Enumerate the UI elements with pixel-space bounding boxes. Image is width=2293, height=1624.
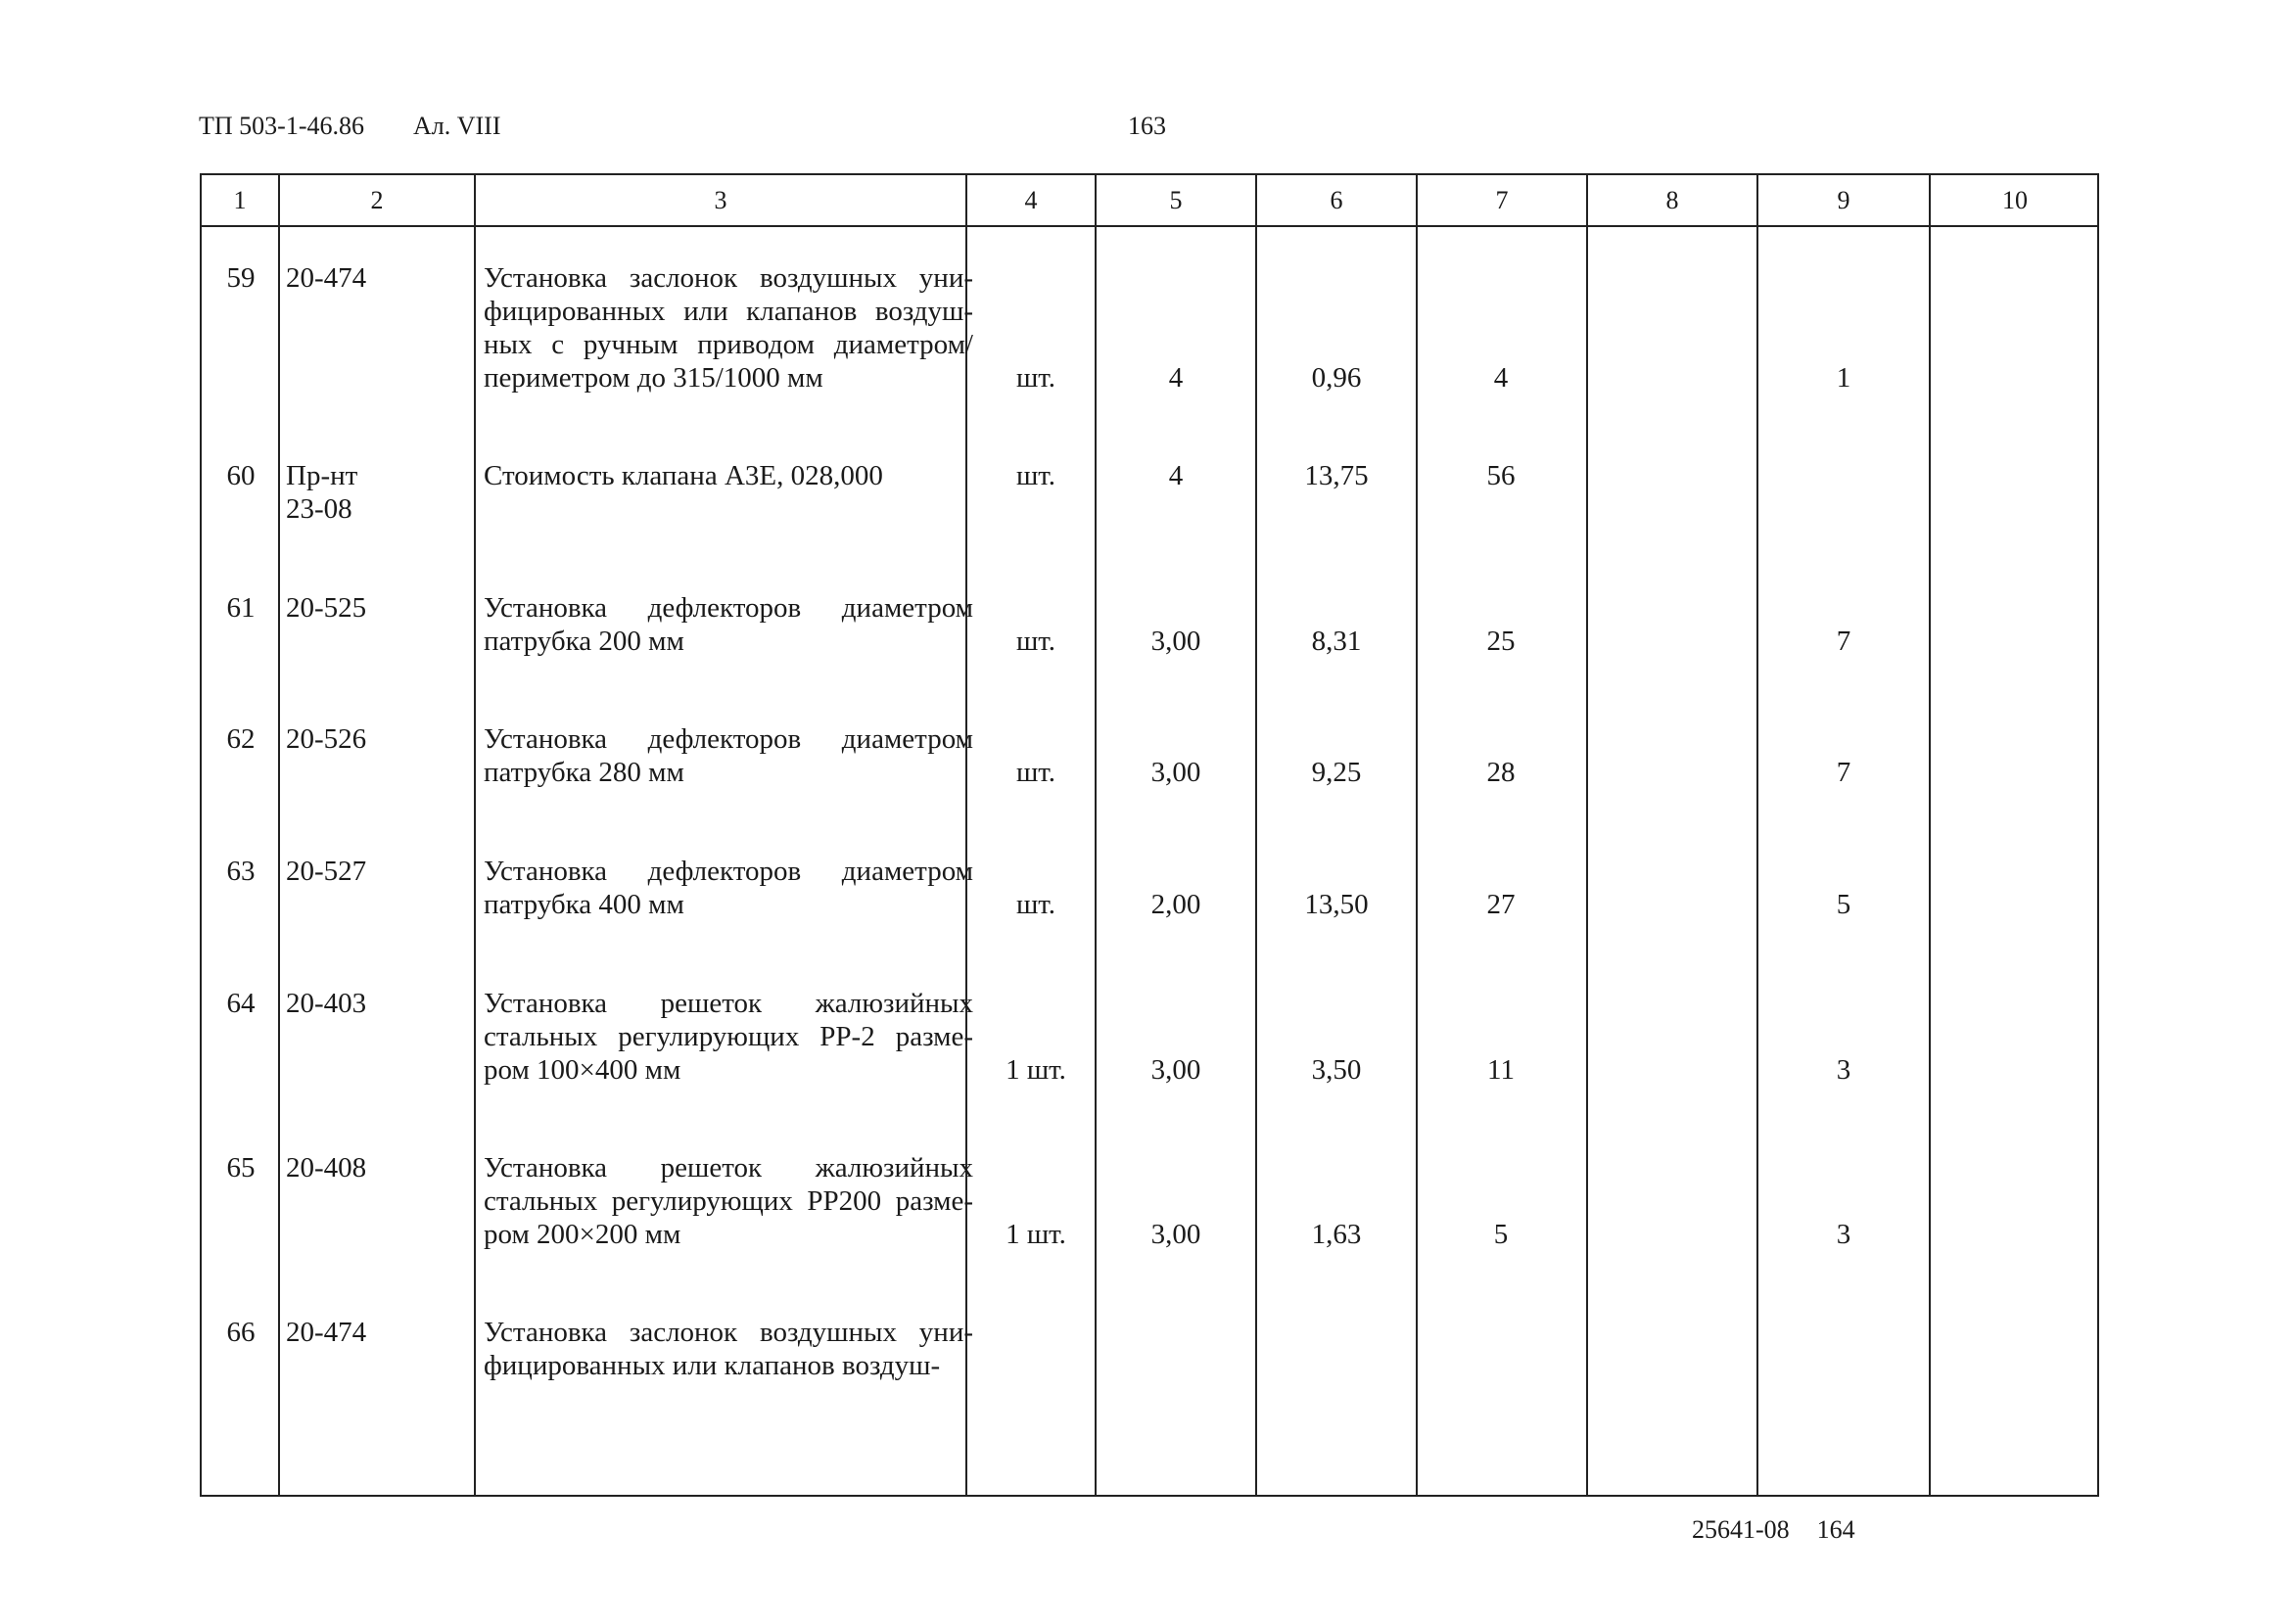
work-description: Установка дефлекторов диаметром патрубка 200 мм <box>484 592 973 657</box>
norm-code: 20-403 <box>286 988 367 1019</box>
work-description: Стоимость клапана А3Е, 028,000 <box>484 460 883 491</box>
norm-code: 20-474 <box>286 1317 367 1348</box>
norm-code: 20-525 <box>286 592 367 624</box>
column-header: 9 <box>1837 185 1850 214</box>
work-description: Установка дефлекторов диаметром патрубка 280 мм <box>484 723 973 788</box>
wages: 3 <box>1836 1219 1851 1250</box>
column-header: 1 <box>233 185 247 214</box>
wages: 3 <box>1836 1054 1851 1086</box>
row-number: 60 <box>226 460 256 491</box>
work-description: Установка дефлекторов диаметром патрубка 400 мм <box>484 856 973 920</box>
work-description: Установка заслонок воздушных уни-фицированных или клапанов воздуш- <box>484 1317 973 1381</box>
wages: 5 <box>1836 889 1851 920</box>
total-cost: 5 <box>1493 1219 1509 1250</box>
unit-cost: 8,31 <box>1311 626 1362 657</box>
column-header: 2 <box>370 185 384 214</box>
norm-code: Пр-нт <box>286 460 358 491</box>
quantity: 3,00 <box>1150 1054 1201 1086</box>
row-number: 66 <box>226 1317 256 1348</box>
footer-stamp <box>1692 1515 1855 1545</box>
row-number: 64 <box>226 988 256 1019</box>
footer-document-number: 25641-08 <box>1692 1515 1790 1544</box>
unit-cost: 13,50 <box>1304 889 1369 920</box>
page-number: 163 <box>1128 112 1166 140</box>
norm-code: 20-527 <box>286 856 367 887</box>
quantity: 3,00 <box>1150 1219 1201 1250</box>
total-cost: 56 <box>1486 460 1516 491</box>
quantity: 4 <box>1168 460 1184 491</box>
quantity: 3,00 <box>1150 757 1201 788</box>
unit: 1 шт. <box>1006 1219 1066 1250</box>
wages: 1 <box>1836 362 1851 394</box>
unit-cost: 1,63 <box>1311 1219 1362 1250</box>
unit: шт. <box>1015 757 1056 788</box>
wages: 7 <box>1836 626 1851 657</box>
column-divider <box>1929 175 1931 1495</box>
unit: шт. <box>1015 460 1056 491</box>
unit-cost: 13,75 <box>1304 460 1369 491</box>
header-divider <box>202 225 2097 227</box>
column-divider <box>1586 175 1588 1495</box>
album-number: Ал. VIII <box>413 112 501 140</box>
column-header: 7 <box>1495 185 1509 214</box>
unit-cost: 9,25 <box>1311 757 1362 788</box>
norm-code: 20-408 <box>286 1152 367 1183</box>
row-number: 59 <box>226 262 256 294</box>
column-header: 6 <box>1330 185 1343 214</box>
quantity: 2,00 <box>1150 889 1201 920</box>
work-description: Установка заслонок воздушных уни-фицированных или клапанов воздуш-ных с ручным приводом диаметром/ периметром до 315/1000 мм <box>484 262 973 394</box>
wages: 7 <box>1836 757 1851 788</box>
norm-code: 20-526 <box>286 723 367 755</box>
total-cost: 28 <box>1486 757 1516 788</box>
unit: шт. <box>1015 626 1056 657</box>
unit-cost: 0,96 <box>1311 362 1362 394</box>
unit: шт. <box>1015 889 1056 920</box>
total-cost: 27 <box>1486 889 1516 920</box>
column-divider <box>278 175 280 1495</box>
unit: 1 шт. <box>1006 1054 1066 1086</box>
row-number: 63 <box>226 856 256 887</box>
quantity: 3,00 <box>1150 626 1201 657</box>
norm-code: 20-474 <box>286 262 367 294</box>
column-header: 5 <box>1169 185 1183 214</box>
norm-code-line-2: 23-08 <box>286 493 352 525</box>
total-cost: 4 <box>1493 362 1509 394</box>
unit: шт. <box>1015 362 1056 394</box>
row-number: 61 <box>226 592 256 624</box>
quantity: 4 <box>1168 362 1184 394</box>
column-header: 4 <box>1024 185 1038 214</box>
unit-cost: 3,50 <box>1311 1054 1362 1086</box>
work-description: Установка решеток жалюзийных стальных регулирующих РР-2 разме-ром 100×400 мм <box>484 988 973 1086</box>
column-header: 10 <box>2002 185 2028 214</box>
column-header: 3 <box>714 185 727 214</box>
work-description: Установка решеток жалюзийных стальных регулирующих РР200 разме-ром 200×200 мм <box>484 1152 973 1250</box>
document-code: ТП 503-1-46.86 <box>199 112 364 140</box>
column-header: 8 <box>1665 185 1679 214</box>
footer-sheet-number: 164 <box>1816 1515 1855 1544</box>
row-number: 65 <box>226 1152 256 1183</box>
total-cost: 25 <box>1486 626 1516 657</box>
estimate-table <box>200 173 2099 1497</box>
column-divider <box>474 175 476 1495</box>
total-cost: 11 <box>1487 1054 1515 1086</box>
row-number: 62 <box>226 723 256 755</box>
